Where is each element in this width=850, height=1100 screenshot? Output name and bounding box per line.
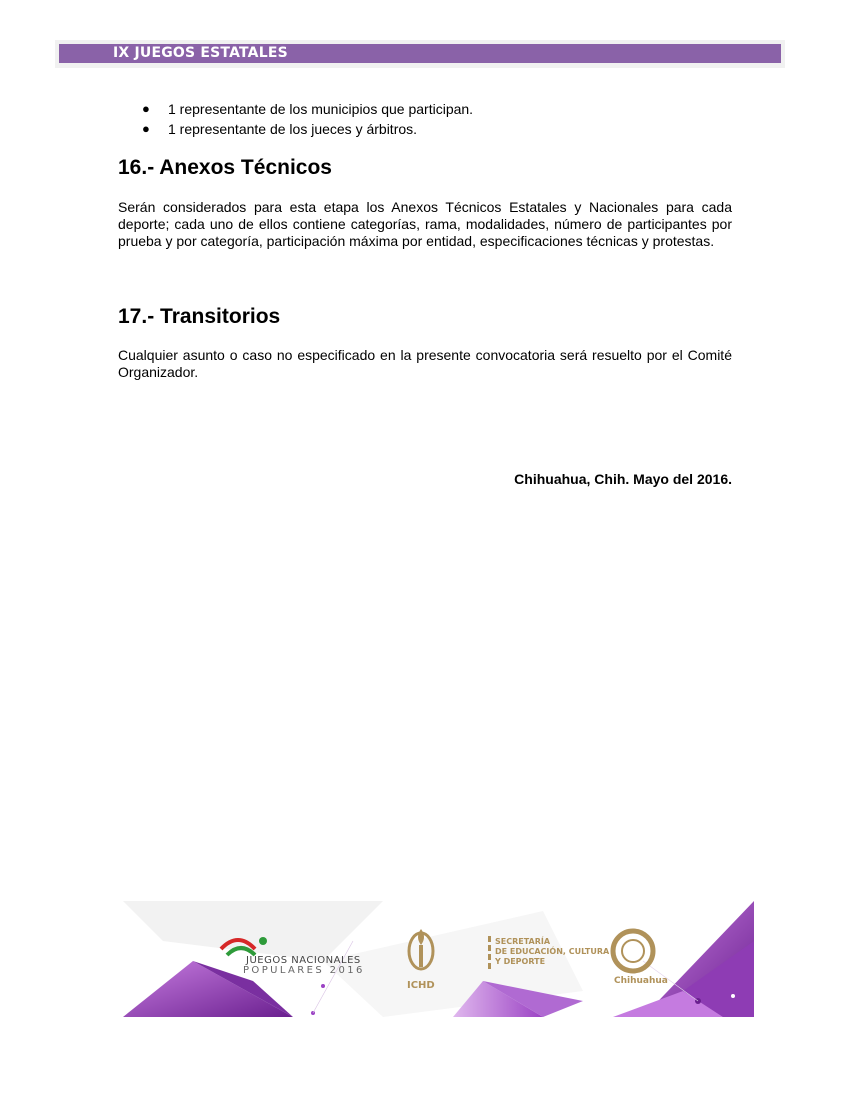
- list-item-text: 1 representante de los jueces y árbitros.: [168, 121, 418, 137]
- header-title: IX JUEGOS ESTATALES: [113, 45, 288, 61]
- header-bar: [59, 44, 781, 63]
- bullet-icon: ●: [142, 101, 150, 116]
- chihuahua-seal-icon: [613, 931, 653, 971]
- secretaria-line-2: DE EDUCACIÓN, CULTURA: [495, 947, 610, 956]
- section-16-body: Serán considerados para esta etapa los Anexos Técnicos Estatales y Nacionales para cada deporte; cada uno de ellos contiene categorías, rama, modalidades, número de participantes por prueba y por categoría, participación máxima por entidad, especificaciones técnicas y protestas.: [118, 199, 732, 249]
- secretaria-line-1: SECRETARÍA: [495, 937, 551, 946]
- bullet-icon: ●: [142, 121, 150, 136]
- list-item: [118, 119, 738, 139]
- section-16-heading: 16.- Anexos Técnicos: [118, 156, 332, 179]
- ichd-logo-text: ICHD: [407, 980, 435, 991]
- list-item: [118, 99, 738, 119]
- chihuahua-logo-text: Chihuahua: [614, 976, 668, 986]
- section-17-heading: 17.- Transitorios: [118, 305, 281, 328]
- jnp-logo-title: JUEGOS NACIONALES: [246, 955, 361, 966]
- signature-line: Chihuahua, Chih. Mayo del 2016.: [514, 471, 732, 487]
- bullet-list: [118, 99, 738, 139]
- footer-background: [123, 901, 754, 1017]
- jnp-logo-subtitle: POPULARES 2016: [243, 965, 365, 976]
- list-item-text: 1 representante de los municipios que participan.: [168, 101, 474, 117]
- footer-banner: [123, 901, 754, 1017]
- secretaria-line-3: Y DEPORTE: [495, 957, 546, 966]
- section-17-body: Cualquier asunto o caso no especificado en la presente convocatoria será resuelto por el Comité Organizador.: [118, 347, 732, 380]
